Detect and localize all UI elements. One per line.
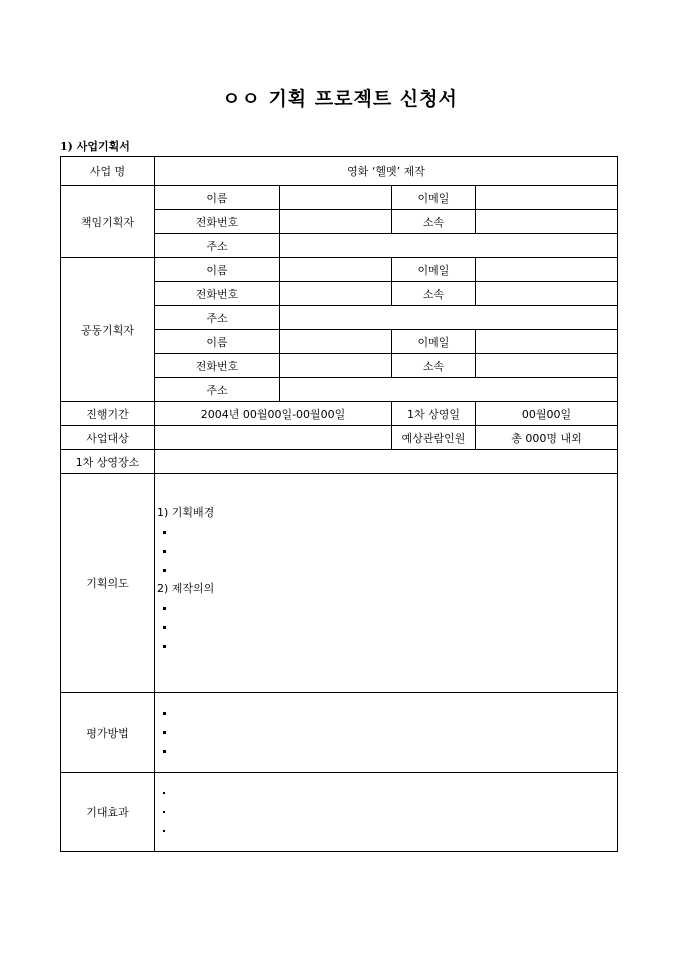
project-name-value[interactable]: 영화 ‘헬멧’ 제작 (155, 157, 618, 186)
lead-planner-label: 책임기획자 (61, 186, 155, 258)
bullet-icon (163, 731, 166, 734)
audience-value[interactable]: 총 000명 내외 (476, 426, 618, 450)
lead-name-label: 이름 (155, 186, 280, 210)
effects-label: 기대효과 (61, 773, 155, 852)
bullet-icon (163, 531, 166, 534)
bullet-icon (163, 750, 166, 753)
lead-affiliation-label: 소속 (392, 210, 476, 234)
lead-phone-label: 전화번호 (155, 210, 280, 234)
first-screening-label: 1차 상영일 (392, 402, 476, 426)
period-label: 진행기간 (61, 402, 155, 426)
co1-email-label: 이메일 (392, 258, 476, 282)
co1-phone-field[interactable] (280, 282, 392, 306)
intent-item-background: 1) 기획배경 (157, 506, 215, 519)
lead-address-label: 주소 (155, 234, 280, 258)
bullet-icon (163, 645, 166, 648)
intent-label: 기획의도 (61, 474, 155, 693)
section-heading: 1) 사업기획서 (60, 140, 130, 153)
first-screening-value[interactable]: 00월00일 (476, 402, 618, 426)
intent-field[interactable] (155, 474, 618, 693)
lead-address-field[interactable] (280, 234, 618, 258)
co-planner-label: 공동기획자 (61, 258, 155, 402)
co1-phone-label: 전화번호 (155, 282, 280, 306)
venue-label: 1차 상영장소 (61, 450, 155, 474)
co1-email-field[interactable] (476, 258, 618, 282)
bullet-icon (163, 626, 166, 629)
co2-email-field[interactable] (476, 330, 618, 354)
bullet-icon (163, 569, 166, 572)
target-label: 사업대상 (61, 426, 155, 450)
evaluation-field[interactable] (155, 693, 618, 773)
bullet-icon (163, 550, 166, 553)
co2-affiliation-label: 소속 (392, 354, 476, 378)
target-value[interactable] (155, 426, 392, 450)
co2-affiliation-field[interactable] (476, 354, 618, 378)
co2-phone-label: 전화번호 (155, 354, 280, 378)
co1-name-label: 이름 (155, 258, 280, 282)
venue-value[interactable] (155, 450, 618, 474)
bullet-icon (163, 792, 165, 794)
evaluation-label: 평가방법 (61, 693, 155, 773)
audience-label: 예상관람인원 (392, 426, 476, 450)
co2-name-field[interactable] (280, 330, 392, 354)
co2-address-label: 주소 (155, 378, 280, 402)
bullet-icon (163, 830, 165, 832)
co1-address-label: 주소 (155, 306, 280, 330)
lead-phone-field[interactable] (280, 210, 392, 234)
co1-affiliation-label: 소속 (392, 282, 476, 306)
effects-field[interactable] (155, 773, 618, 852)
lead-email-field[interactable] (476, 186, 618, 210)
lead-name-field[interactable] (280, 186, 392, 210)
lead-email-label: 이메일 (392, 186, 476, 210)
co2-address-field[interactable] (280, 378, 618, 402)
project-name-label: 사업 명 (61, 157, 155, 186)
co1-name-field[interactable] (280, 258, 392, 282)
co1-address-field[interactable] (280, 306, 618, 330)
application-form-table (60, 156, 618, 852)
co2-name-label: 이름 (155, 330, 280, 354)
co2-email-label: 이메일 (392, 330, 476, 354)
intent-item-significance: 2) 제작의의 (157, 582, 215, 595)
document-title: ㅇㅇ 기획 프로젝트 신청서 (222, 88, 458, 110)
co1-affiliation-field[interactable] (476, 282, 618, 306)
co2-phone-field[interactable] (280, 354, 392, 378)
bullet-icon (163, 712, 166, 715)
period-value[interactable]: 2004년 00월00일-00월00일 (155, 402, 392, 426)
lead-affiliation-field[interactable] (476, 210, 618, 234)
bullet-icon (163, 811, 165, 813)
bullet-icon (163, 607, 166, 610)
